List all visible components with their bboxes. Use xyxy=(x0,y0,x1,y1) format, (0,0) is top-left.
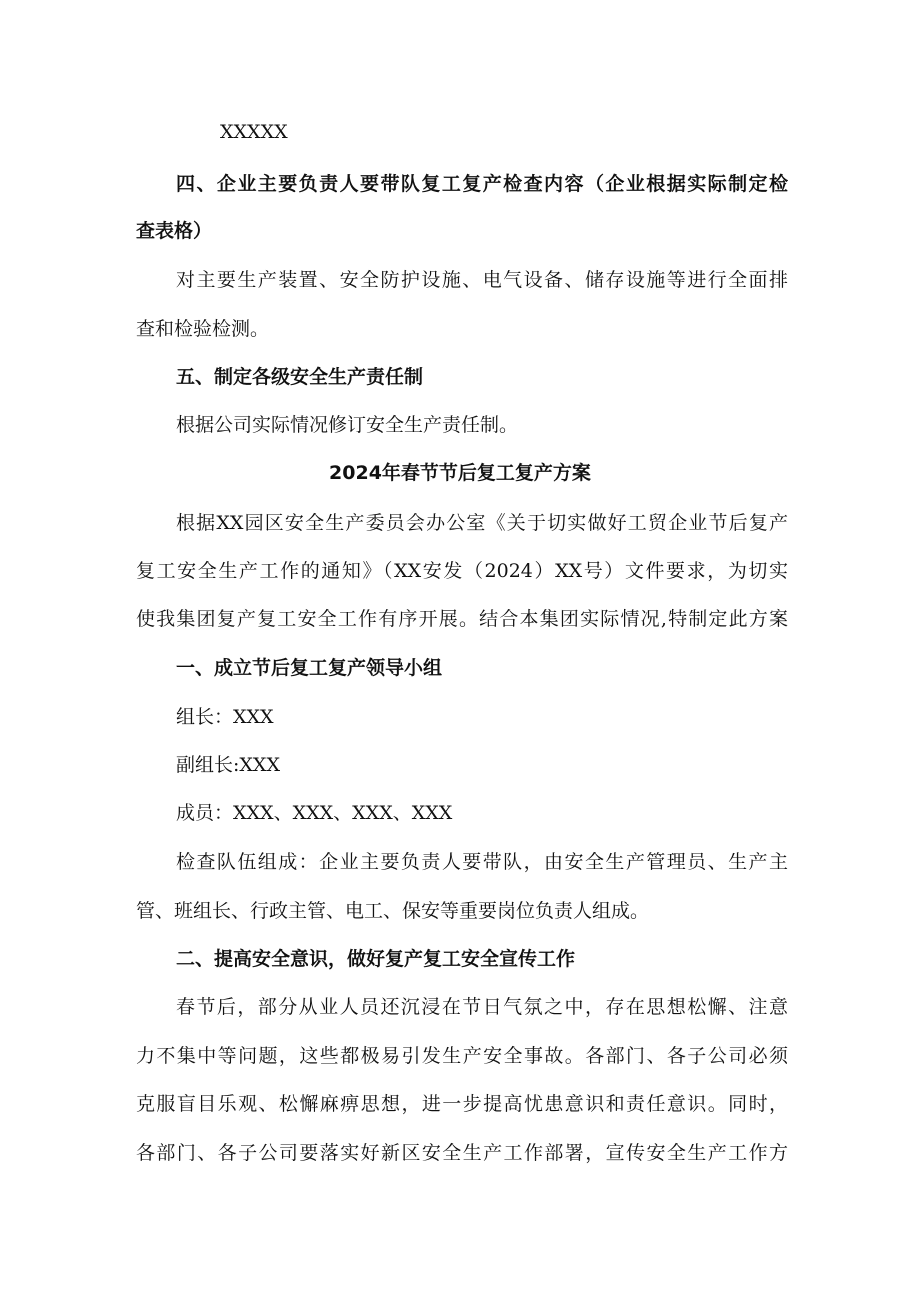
section-heading: 查表格） xyxy=(136,220,213,242)
paragraph-line: 根据XX园区安全生产委员会办公室《关于切实做好工贸企业节后复产 xyxy=(176,512,788,534)
paragraph-line: 查和检验检测。 xyxy=(136,318,270,340)
document-title: 2024年春节节后复工复产方案 xyxy=(329,462,591,484)
paragraph-line: 复工安全生产工作的通知》（XX安发（2024）XX号）文件要求，为切实 xyxy=(136,560,788,582)
paragraph-line: 克服盲目乐观、松懈麻痹思想，进一步提高忧患意识和责任意识。同时， xyxy=(136,1093,788,1115)
paragraph-line: 管、班组长、行政主管、电工、保安等重要岗位负责人组成。 xyxy=(136,900,650,922)
paragraph-line: 春节后，部分从业人员还沉浸在节日气氛之中，存在思想松懈、注意 xyxy=(176,996,788,1018)
section-heading: 四、企业主要负责人要带队复工复产检查内容（企业根据实际制定检 xyxy=(176,173,788,195)
section-heading: 一、成立节后复工复产领导小组 xyxy=(176,657,443,679)
paragraph-line: 力不集中等问题，这些都极易引发生产安全事故。各部门、各子公司必须 xyxy=(136,1045,788,1067)
paragraph-line: 副组长:XXX xyxy=(176,754,280,776)
paragraph-line: 成员：XXX、XXX、XXX、XXX xyxy=(176,802,453,824)
paragraph-line: 使我集团复产复工安全工作有序开展。结合本集团实际情况,特制定此方案 xyxy=(136,608,788,630)
paragraph-line: 各部门、各子公司要落实好新区安全生产工作部署，宣传安全生产工作方 xyxy=(136,1142,788,1164)
paragraph-line: 组长：XXX xyxy=(176,706,274,728)
paragraph-line: 根据公司实际情况修订安全生产责任制。 xyxy=(176,414,519,436)
section-heading: 二、提高安全意识，做好复产复工安全宣传工作 xyxy=(176,948,576,970)
paragraph-line: 对主要生产装置、安全防护设施、电气设备、储存设施等进行全面排 xyxy=(176,269,788,291)
section-heading: 五、制定各级安全生产责任制 xyxy=(176,366,424,388)
paragraph-line: 检查队伍组成：企业主要负责人要带队，由安全生产管理员、生产主 xyxy=(176,851,788,873)
paragraph-line: XXXXX xyxy=(220,121,288,143)
